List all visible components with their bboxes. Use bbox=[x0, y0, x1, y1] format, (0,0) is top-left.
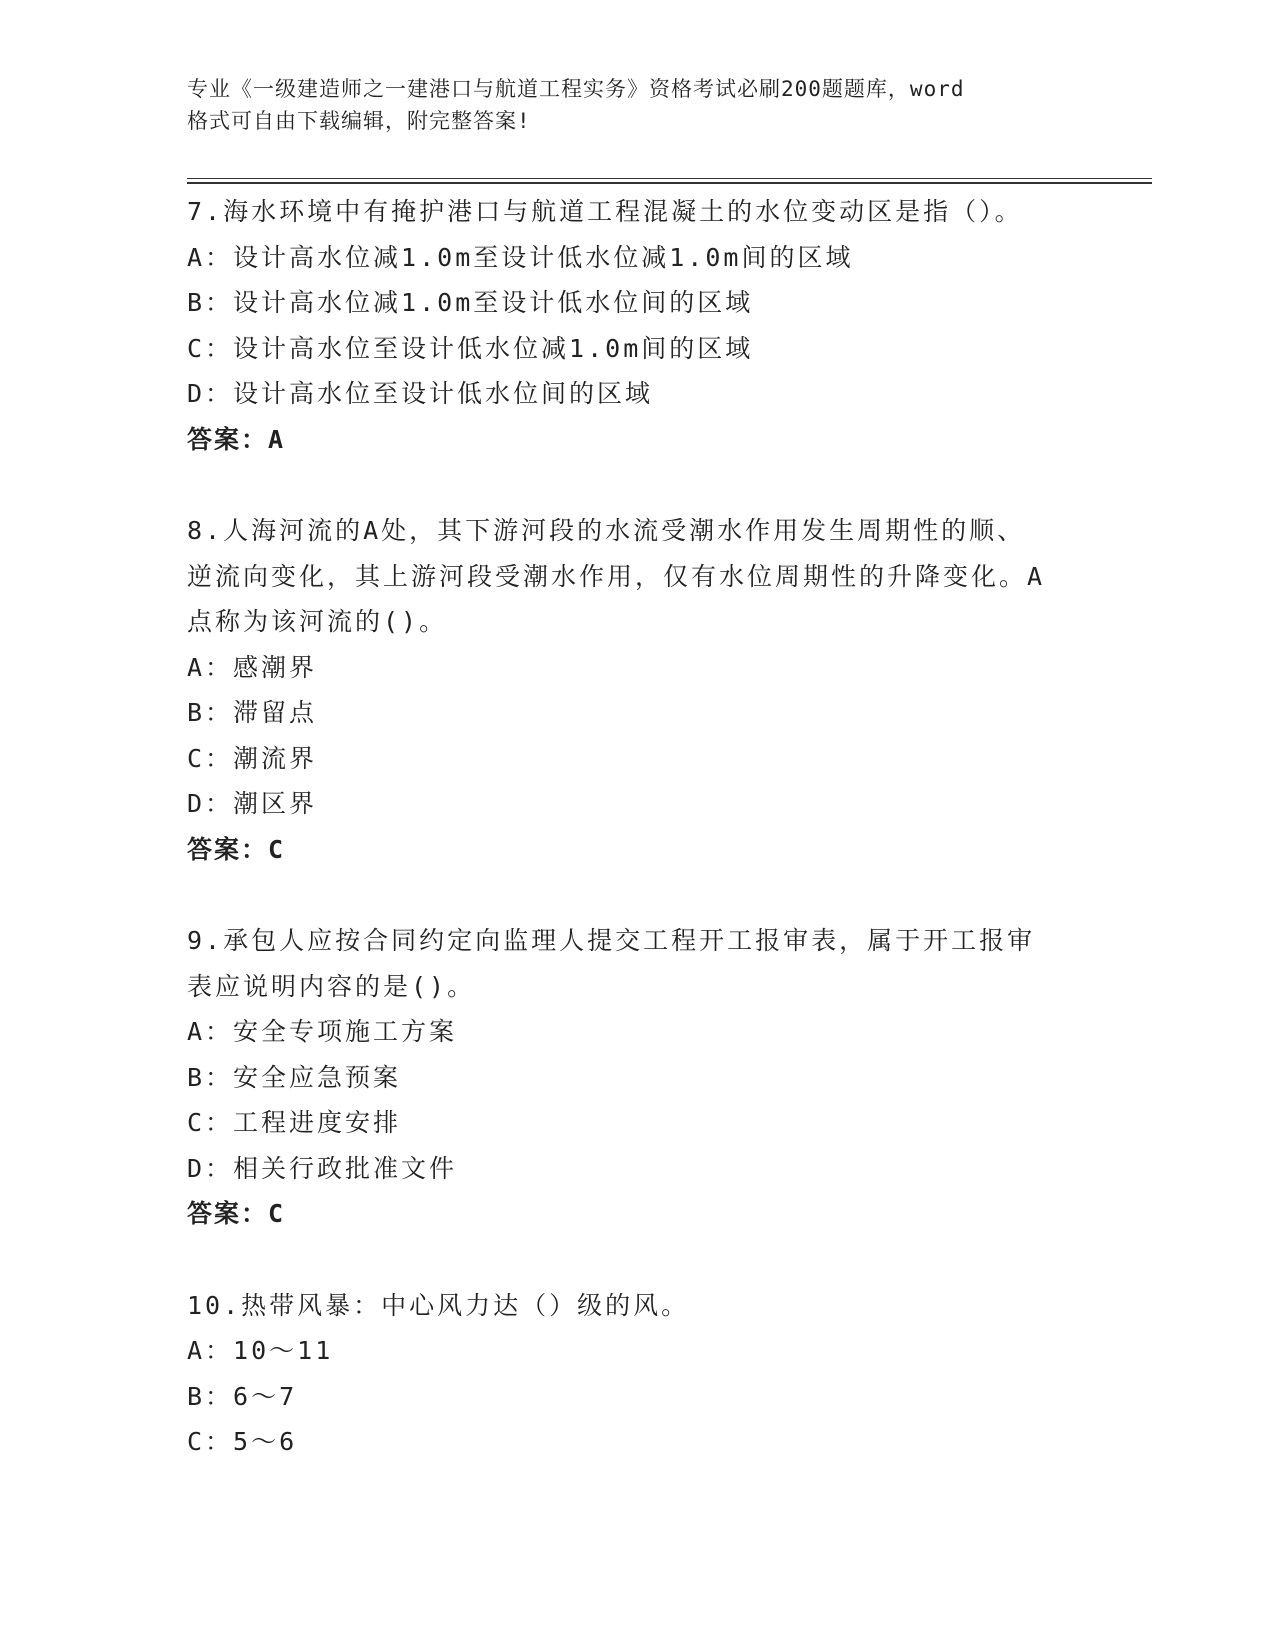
option-d: D：相关行政批准文件 bbox=[187, 1153, 458, 1183]
question-stem bbox=[187, 1283, 1147, 1329]
header-divider-thick bbox=[187, 182, 1152, 184]
stem-line: 点称为该河流的()。 bbox=[187, 607, 448, 636]
option-b: B：6～7 bbox=[187, 1381, 298, 1411]
question-list bbox=[187, 189, 1147, 1511]
stem-line: 7.海水环境中有掩护港口与航道工程混凝土的水位变动区是指（）。 bbox=[187, 197, 1023, 226]
option-c: C：工程进度安排 bbox=[187, 1108, 402, 1137]
question-stem bbox=[187, 508, 1147, 645]
header-line-1: 专业《一级建造师之一建港口与航道工程实务》资格考试必刷200题题库，word bbox=[187, 77, 965, 101]
question-stem bbox=[187, 189, 1147, 235]
stem-line: 8.人海河流的A处，其下游河段的水流受潮水作用发生周期性的顺、 bbox=[187, 516, 1026, 545]
option-c: C：潮流界 bbox=[187, 743, 318, 773]
option-b: B：设计高水位减1.0m至设计低水位间的区域 bbox=[187, 288, 754, 317]
question-10 bbox=[187, 1283, 1147, 1465]
option-c: C：5～6 bbox=[187, 1427, 298, 1456]
option-a: A：安全专项施工方案 bbox=[187, 1017, 458, 1046]
stem-line: 逆流向变化，其上游河段受潮水作用，仅有水位周期性的升降变化。A bbox=[187, 561, 1046, 591]
stem-line: 表应说明内容的是()。 bbox=[187, 971, 476, 1001]
question-7 bbox=[187, 189, 1147, 462]
question-9 bbox=[187, 918, 1147, 1237]
stem-line: 9.承包人应按合同约定向监理人提交工程开工报审表，属于开工报审 bbox=[187, 926, 1036, 955]
answer-label: 答案：A bbox=[187, 424, 286, 454]
option-c: C：设计高水位至设计低水位减1.0m间的区域 bbox=[187, 333, 754, 363]
stem-line: 10.热带风暴：中心风力达（）级的风。 bbox=[187, 1290, 690, 1320]
question-stem bbox=[187, 918, 1147, 1009]
option-a: A：感潮界 bbox=[187, 652, 318, 682]
option-b: B：安全应急预案 bbox=[187, 1062, 402, 1092]
answer-label: 答案：C bbox=[187, 834, 286, 864]
option-b: B：滞留点 bbox=[187, 698, 318, 727]
header-divider-thin bbox=[187, 178, 1152, 179]
option-d: D：潮区界 bbox=[187, 789, 318, 818]
option-a: A：10～11 bbox=[187, 1336, 334, 1365]
answer-label: 答案：C bbox=[187, 1199, 286, 1228]
option-a: A：设计高水位减1.0m至设计低水位减1.0m间的区域 bbox=[187, 242, 854, 272]
header-line-2: 格式可自由下载编辑，附完整答案! bbox=[187, 109, 531, 133]
option-d: D：设计高水位至设计低水位间的区域 bbox=[187, 379, 654, 408]
document-header bbox=[187, 73, 1067, 137]
question-8 bbox=[187, 508, 1147, 872]
